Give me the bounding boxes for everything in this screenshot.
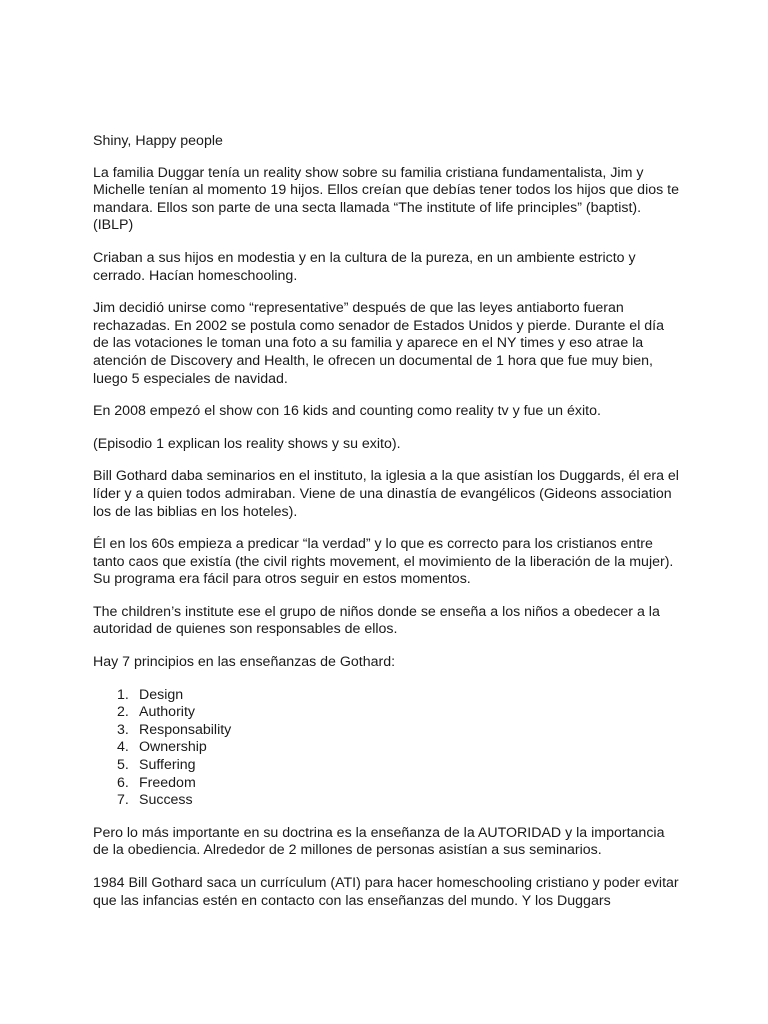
list-item-number: 2. <box>117 704 129 721</box>
paragraph-episode-1: (Episodio 1 explican los reality shows y su exito). <box>93 435 401 452</box>
list-item-text: Suffering <box>139 757 196 774</box>
list-item <box>93 687 683 705</box>
list-item <box>93 739 683 757</box>
list-item-number: 4. <box>117 739 129 756</box>
paragraph-seven-principles: Hay 7 principios en las enseñanzas de Gothard: <box>93 654 396 671</box>
list-item-number: 5. <box>117 757 129 774</box>
list-item <box>93 792 683 810</box>
list-item-text: Success <box>139 792 193 809</box>
list-item-text: Design <box>139 686 184 703</box>
list-item-text: Freedom <box>139 774 196 791</box>
paragraph-ati-curriculum: 1984 Bill Gothard saca un currículum (ATI) para hacer homeschooling cristiano y poder evitar que las infancias estén en contacto con las enseñanzas del mundo. Y los Duggars <box>93 875 679 909</box>
paragraph-bill-gothard: Bill Gothard daba seminarios en el instituto, la iglesia a la que asistían los Duggards, él era el líder y a quien todos admiraban. Viene de una dinastía de evangélicos (Gideons association los de las biblias en los hoteles). <box>93 468 679 520</box>
paragraph-authority: Pero lo más importante en su doctrina es la enseñanza de la AUTORIDAD y la importancia de la obediencia. Alrededor de 2 millones de personas asistían a sus seminarios. <box>93 824 665 859</box>
list-item-number: 6. <box>117 774 129 791</box>
document-body <box>93 133 683 925</box>
list-item <box>93 722 683 740</box>
paragraph-childrens-institute: The children’s institute ese el grupo de niños donde se enseña a los niños a obedecer a la autoridad de quienes son responsables de ellos. <box>93 603 660 638</box>
list-item-text: Ownership <box>139 739 207 756</box>
list-item-number: 7. <box>117 792 129 809</box>
paragraph-60s-truth: Él en los 60s empieza a predicar “la verdad” y lo que es correcto para los cristianos entre tanto caos que existía (the civil rights movement, el movimiento de la liberación de la mujer). Su programa era fácil para otros seguir en estos momentos. <box>93 536 674 588</box>
paragraph-jim-representative: Jim decidió unirse como “representative” después de que las leyes antiaborto fueran rechazadas. En 2002 se postula como senador de Estados Unidos y pierde. Durante el día de las votaciones le toman una foto a su familia y aparece en el NY times y eso atrae la atención de Discovery and Health, le ofrecen un documental de 1 hora que fue muy bien, luego 5 especiales de navidad. <box>93 300 665 387</box>
list-item <box>93 757 683 775</box>
list-item-number: 1. <box>117 686 129 703</box>
list-item-text: Authority <box>139 704 195 721</box>
paragraph-show-2008: En 2008 empezó el show con 16 kids and counting como reality tv y fue un éxito. <box>93 403 601 420</box>
principles-list <box>93 687 683 810</box>
list-item <box>93 775 683 793</box>
paragraph-modesty: Criaban a sus hijos en modestia y en la cultura de la pureza, en un ambiente estricto y cerrado. Hacían homeschooling. <box>93 249 636 284</box>
list-item-number: 3. <box>117 721 129 738</box>
paragraph-duggar-family: La familia Duggar tenía un reality show sobre su familia cristiana fundamentalista, Jim y Michelle tenían al momento 19 hijos. Ellos creían que debías tener todos los hijos que dios te mandara. Ellos son parte de una secta llamada “The institute of life principles” (baptist). (IBLP) <box>93 164 679 234</box>
list-item-text: Responsability <box>139 721 232 738</box>
document-title: Shiny, Happy people <box>93 133 223 149</box>
list-item <box>93 704 683 722</box>
